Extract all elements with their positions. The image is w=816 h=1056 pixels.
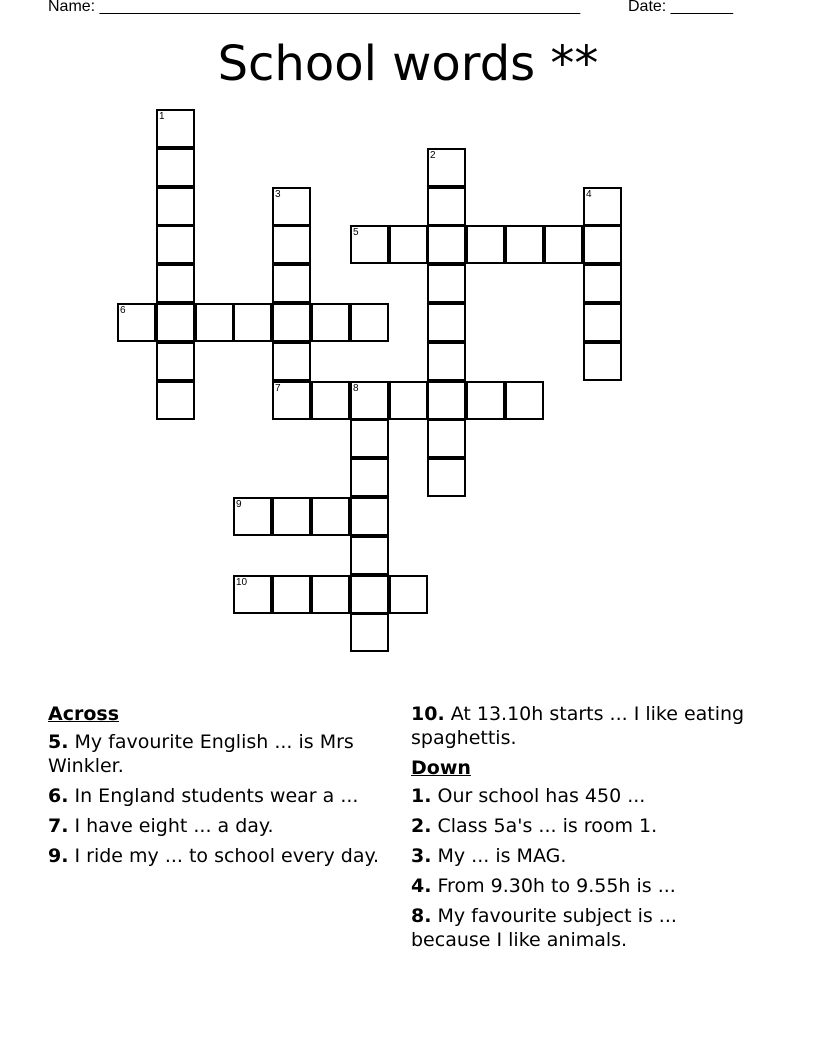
grid-cell[interactable]	[156, 264, 195, 303]
clue-number: 6.	[48, 785, 69, 807]
grid-cell[interactable]	[466, 225, 505, 264]
grid-cell[interactable]	[505, 381, 544, 420]
clue-number: 5.	[48, 731, 69, 753]
grid-cell[interactable]	[583, 264, 622, 303]
grid-cell[interactable]	[466, 381, 505, 420]
grid-cell[interactable]	[350, 303, 389, 342]
grid-cell[interactable]	[427, 187, 466, 226]
clue-number: 4.	[411, 875, 432, 897]
clue-text: Class 5a's ... is room 1.	[437, 815, 658, 837]
grid-cell[interactable]	[311, 303, 350, 342]
grid-cell[interactable]	[427, 225, 466, 264]
grid-cell[interactable]	[583, 187, 622, 226]
grid-cell[interactable]	[311, 497, 350, 536]
grid-cell[interactable]	[272, 575, 311, 614]
across-heading: Across	[48, 703, 120, 725]
clue-down-1	[411, 784, 751, 808]
grid-cell[interactable]	[389, 575, 428, 614]
cell-number: 6	[120, 305, 126, 316]
clue-across-6	[48, 784, 388, 808]
grid-cell[interactable]	[272, 264, 311, 303]
grid-cell[interactable]	[156, 148, 195, 187]
cell-number: 8	[353, 383, 359, 394]
grid-cell[interactable]	[389, 381, 428, 420]
cell-number: 5	[353, 227, 359, 238]
clue-text: My ... is MAG.	[437, 845, 567, 867]
grid-cell[interactable]	[311, 381, 350, 420]
grid-cell[interactable]	[233, 303, 272, 342]
clue-text: I have eight ... a day.	[74, 815, 274, 837]
cell-number: 3	[275, 189, 281, 200]
grid-cell[interactable]	[156, 342, 195, 381]
grid-cell[interactable]	[427, 342, 466, 381]
grid-cell[interactable]	[233, 575, 272, 614]
clue-across-9	[48, 844, 388, 868]
grid-cell[interactable]	[427, 303, 466, 342]
cell-number: 1	[159, 111, 165, 122]
grid-cell[interactable]	[544, 225, 583, 264]
clue-down-4	[411, 874, 751, 898]
clue-down-2	[411, 814, 751, 838]
grid-cell[interactable]	[389, 225, 428, 264]
grid-cell[interactable]	[505, 225, 544, 264]
grid-cell[interactable]	[427, 148, 466, 187]
grid-cell[interactable]	[311, 575, 350, 614]
grid-cell[interactable]	[272, 497, 311, 536]
clue-down-8	[411, 904, 751, 952]
grid-cell[interactable]	[233, 497, 272, 536]
grid-cell[interactable]	[350, 575, 389, 614]
grid-cell[interactable]	[427, 458, 466, 497]
clue-text: From 9.30h to 9.55h is ...	[437, 875, 676, 897]
clue-down-3	[411, 844, 751, 868]
grid-cell[interactable]	[156, 187, 195, 226]
grid-cell[interactable]	[427, 264, 466, 303]
clue-text: My favourite English ... is Mrs Winkler.	[48, 731, 354, 777]
cell-number: 2	[430, 150, 436, 161]
grid-cell[interactable]	[350, 381, 389, 420]
clue-text: In England students wear a ...	[74, 785, 359, 807]
grid-cell[interactable]	[350, 458, 389, 497]
cell-number: 4	[586, 189, 592, 200]
grid-cell[interactable]	[350, 419, 389, 458]
grid-cell[interactable]	[117, 303, 156, 342]
clue-text: At 13.10h starts ... I like eating spaghettis.	[411, 703, 745, 749]
grid-cell[interactable]	[156, 109, 195, 148]
grid-cell[interactable]	[156, 225, 195, 264]
clue-across-10	[411, 702, 751, 750]
clue-number: 1.	[411, 785, 432, 807]
grid-cell[interactable]	[272, 303, 311, 342]
name-field: Name: ______________________________________________________	[48, 0, 581, 15]
clue-across-7	[48, 814, 388, 838]
date-field: Date: _______	[628, 0, 733, 15]
clue-across-5	[48, 730, 388, 778]
clue-number: 7.	[48, 815, 69, 837]
puzzle-title: School words **	[217, 36, 599, 92]
clue-number: 8.	[411, 905, 432, 927]
grid-cell[interactable]	[272, 187, 311, 226]
clues-left-column	[48, 702, 388, 874]
grid-cell[interactable]	[350, 536, 389, 575]
cell-number: 10	[236, 577, 248, 588]
clue-text: I ride my ... to school every day.	[74, 845, 380, 867]
clue-text: Our school has 450 ...	[437, 785, 646, 807]
grid-cell[interactable]	[350, 225, 389, 264]
cell-number: 7	[275, 383, 281, 394]
grid-cell[interactable]	[272, 225, 311, 264]
grid-cell[interactable]	[583, 342, 622, 381]
grid-cell[interactable]	[156, 381, 195, 420]
clue-number: 9.	[48, 845, 69, 867]
clues-right-column	[411, 702, 751, 958]
down-heading: Down	[411, 757, 471, 779]
grid-cell[interactable]	[156, 303, 195, 342]
cell-number: 9	[236, 499, 242, 510]
grid-cell[interactable]	[350, 497, 389, 536]
grid-cell[interactable]	[583, 225, 622, 264]
grid-cell[interactable]	[350, 613, 389, 652]
grid-cell[interactable]	[583, 303, 622, 342]
grid-cell[interactable]	[272, 381, 311, 420]
grid-cell[interactable]	[195, 303, 234, 342]
grid-cell[interactable]	[272, 342, 311, 381]
clue-number: 3.	[411, 845, 432, 867]
clue-number: 2.	[411, 815, 432, 837]
grid-cell[interactable]	[427, 419, 466, 458]
clue-text: My favourite subject is ... because I like animals.	[411, 905, 677, 951]
grid-cell[interactable]	[427, 381, 466, 420]
clue-number: 10.	[411, 703, 445, 725]
